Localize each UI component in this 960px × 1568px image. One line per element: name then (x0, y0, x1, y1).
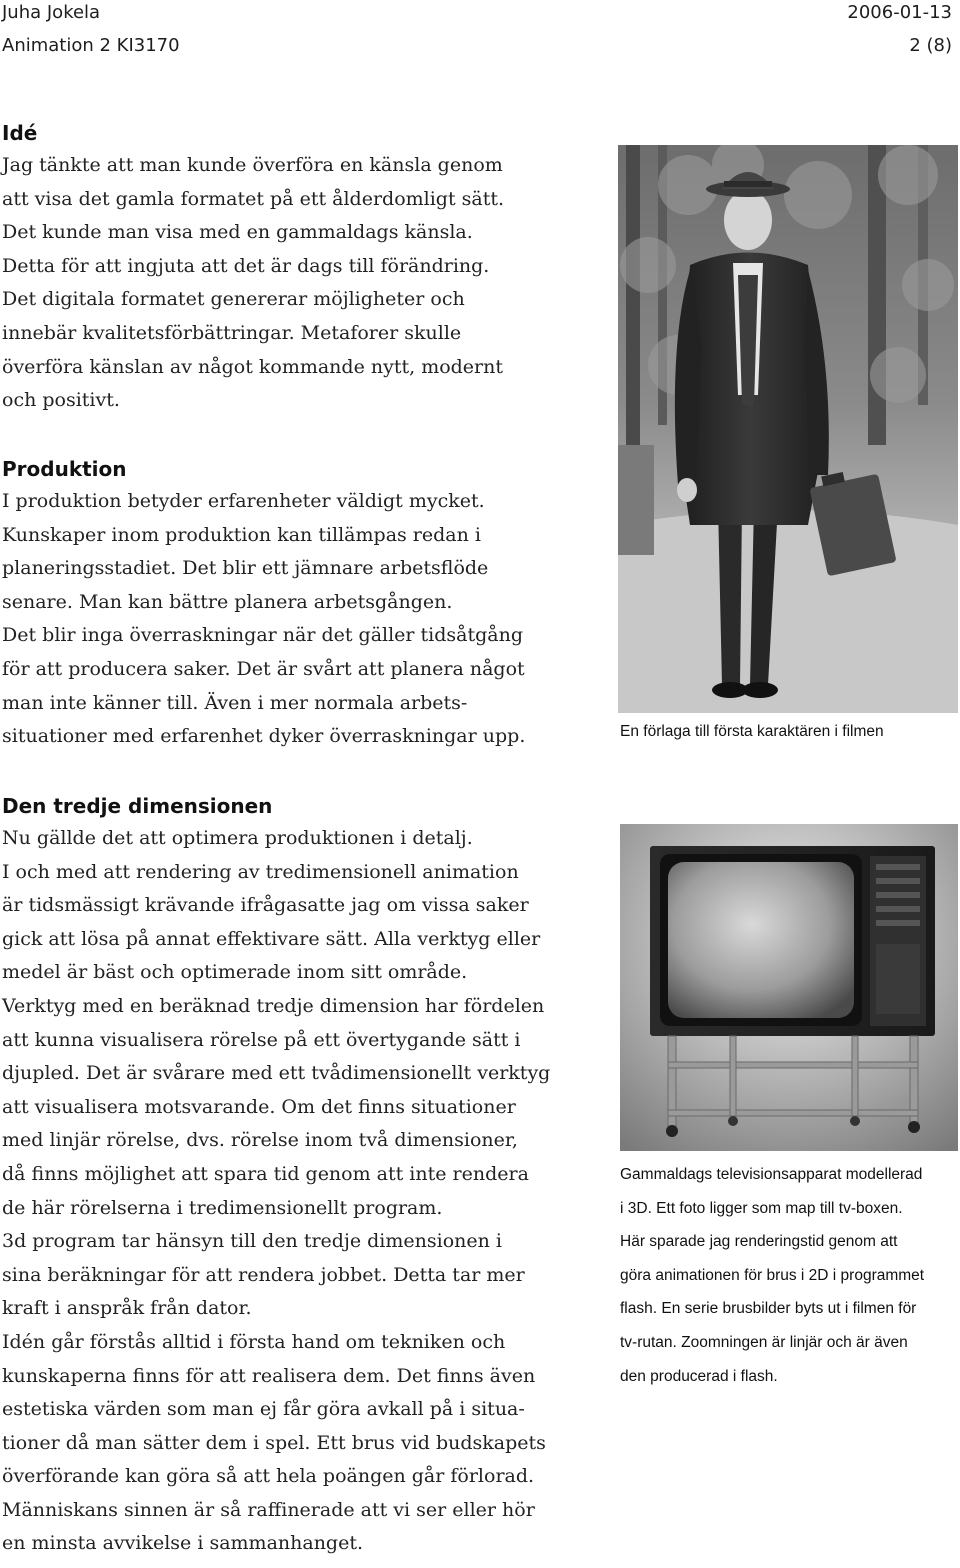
text-line: 3d program tar hänsyn till den tredje dimensionen i (2, 1230, 502, 1253)
tv-render-image (620, 824, 958, 1151)
text-line: kunskaperna finns för att realisera dem. Det finns även (2, 1364, 536, 1387)
text-line: för att producera saker. Det är svårt att planera något (2, 657, 525, 680)
text-line: I och med att rendering av tredimensionell animation (2, 860, 519, 883)
caption-line: i 3D. Ett foto ligger som map till tv-boxen. (620, 1199, 903, 1217)
text-line: är tidsmässigt krävande ifrågasatte jag om vissa saker (2, 894, 529, 917)
text-line: att visualisera motsvarande. Om det finns situationer (2, 1095, 516, 1118)
text-line: Verktyg med en beräknad tredje dimension har fördelen (2, 994, 545, 1017)
text-line: kraft i anspråk från dator. (2, 1297, 252, 1320)
text-line: situationer med erfarenhet dyker överraskningar upp. (2, 725, 526, 748)
section-body (2, 149, 602, 418)
caption-line: tv-rutan. Zoomningen är linjär och är även (620, 1333, 908, 1351)
section-body (2, 485, 602, 754)
character-reference-photo (618, 145, 958, 713)
text-line: estetiska värden som man ej får göra avkall på i situa- (2, 1398, 525, 1421)
text-line: medel är bäst och optimerade inom sitt område. (2, 961, 468, 984)
text-line: Det digitala formatet genererar möjligheter och (2, 288, 465, 311)
text-line: I produktion betyder erfarenheter väldigt mycket. (2, 490, 485, 512)
caption-line: Gammaldags televisionsapparat modellerad (620, 1166, 923, 1183)
photo-caption (620, 715, 884, 749)
section-heading: Den tredje dimensionen (2, 794, 273, 818)
text-line: sina beräkningar för att rendera jobbet. Detta tar mer (2, 1263, 525, 1286)
text-line: Det kunde man visa med en gammaldags känsla. (2, 221, 473, 244)
text-line: att kunna visualisera rörelse på ett övertygande sätt i (2, 1028, 521, 1051)
page-number: 2 (8) (909, 35, 952, 56)
text-line: överföra känslan av något kommande nytt, modernt (2, 355, 504, 378)
text-line: gick att lösa på annat effektivare sätt. Alla verktyg eller (2, 927, 541, 950)
text-line: överförande kan göra så att hela poängen går förlorad. (2, 1465, 535, 1488)
text-line: Detta för att ingjuta att det är dags till förändring. (2, 254, 490, 277)
section-tredje-dimensionen (2, 790, 602, 1561)
text-line: och positivt. (2, 389, 120, 412)
tv-caption (620, 1158, 924, 1393)
text-line: Kunskaper inom produktion kan tillämpas redan i (2, 523, 481, 546)
document-date: 2006-01-13 (847, 2, 952, 23)
section-produktion (2, 453, 602, 754)
text-line: djupled. Det är svårare med ett tvådimensionellt verktyg (2, 1062, 551, 1085)
caption-line: Här sparade jag renderingstid genom att (620, 1233, 898, 1251)
text-line: tioner då man sätter dem i spel. Ett brus vid budskapets (2, 1431, 546, 1454)
caption-line: En förlaga till första karaktären i filmen (620, 723, 884, 740)
text-line: innebär kvalitetsförbättringar. Metaforer skulle (2, 321, 462, 344)
caption-line: flash. En serie brusbilder byts ut i filmen för (620, 1300, 917, 1318)
caption-line: den producerad i flash. (620, 1367, 778, 1385)
text-line: senare. Man kan bättre planera arbetsgången. (2, 590, 453, 613)
section-heading: Idé (2, 121, 38, 145)
text-line: planeringsstadiet. Det blir ett jämnare arbetsflöde (2, 557, 489, 580)
text-line: Nu gällde det att optimera produktionen i detalj. (2, 827, 473, 849)
text-line: en minsta avvikelse i sammanhanget. (2, 1532, 364, 1555)
text-line: då finns möjlighet att spara tid genom att inte rendera (2, 1162, 529, 1185)
section-body (2, 822, 602, 1561)
section-ide (2, 117, 602, 418)
text-line: med linjär rörelse, dvs. rörelse inom två dimensioner, (2, 1129, 518, 1152)
text-line: Idén går förstås alltid i första hand om tekniken och (2, 1330, 506, 1353)
section-heading: Produktion (2, 457, 127, 481)
text-line: Det blir inga överraskningar när det gäller tidsåtgång (2, 624, 524, 647)
text-line: Människans sinnen är så raffinerade att vi ser eller hör (2, 1498, 535, 1521)
text-line: de här rörelserna i tredimensionellt program. (2, 1196, 443, 1219)
author-name: Juha Jokela (2, 2, 101, 23)
text-line: Jag tänkte att man kunde överföra en känsla genom (2, 154, 503, 176)
text-line: att visa det gamla formatet på ett ålderdomligt sätt. (2, 187, 505, 210)
course-name: Animation 2 KI3170 (2, 35, 180, 56)
caption-line: göra animationen för brus i 2D i programmet (620, 1266, 925, 1284)
text-line: man inte känner till. Även i mer normala arbets- (2, 691, 468, 714)
